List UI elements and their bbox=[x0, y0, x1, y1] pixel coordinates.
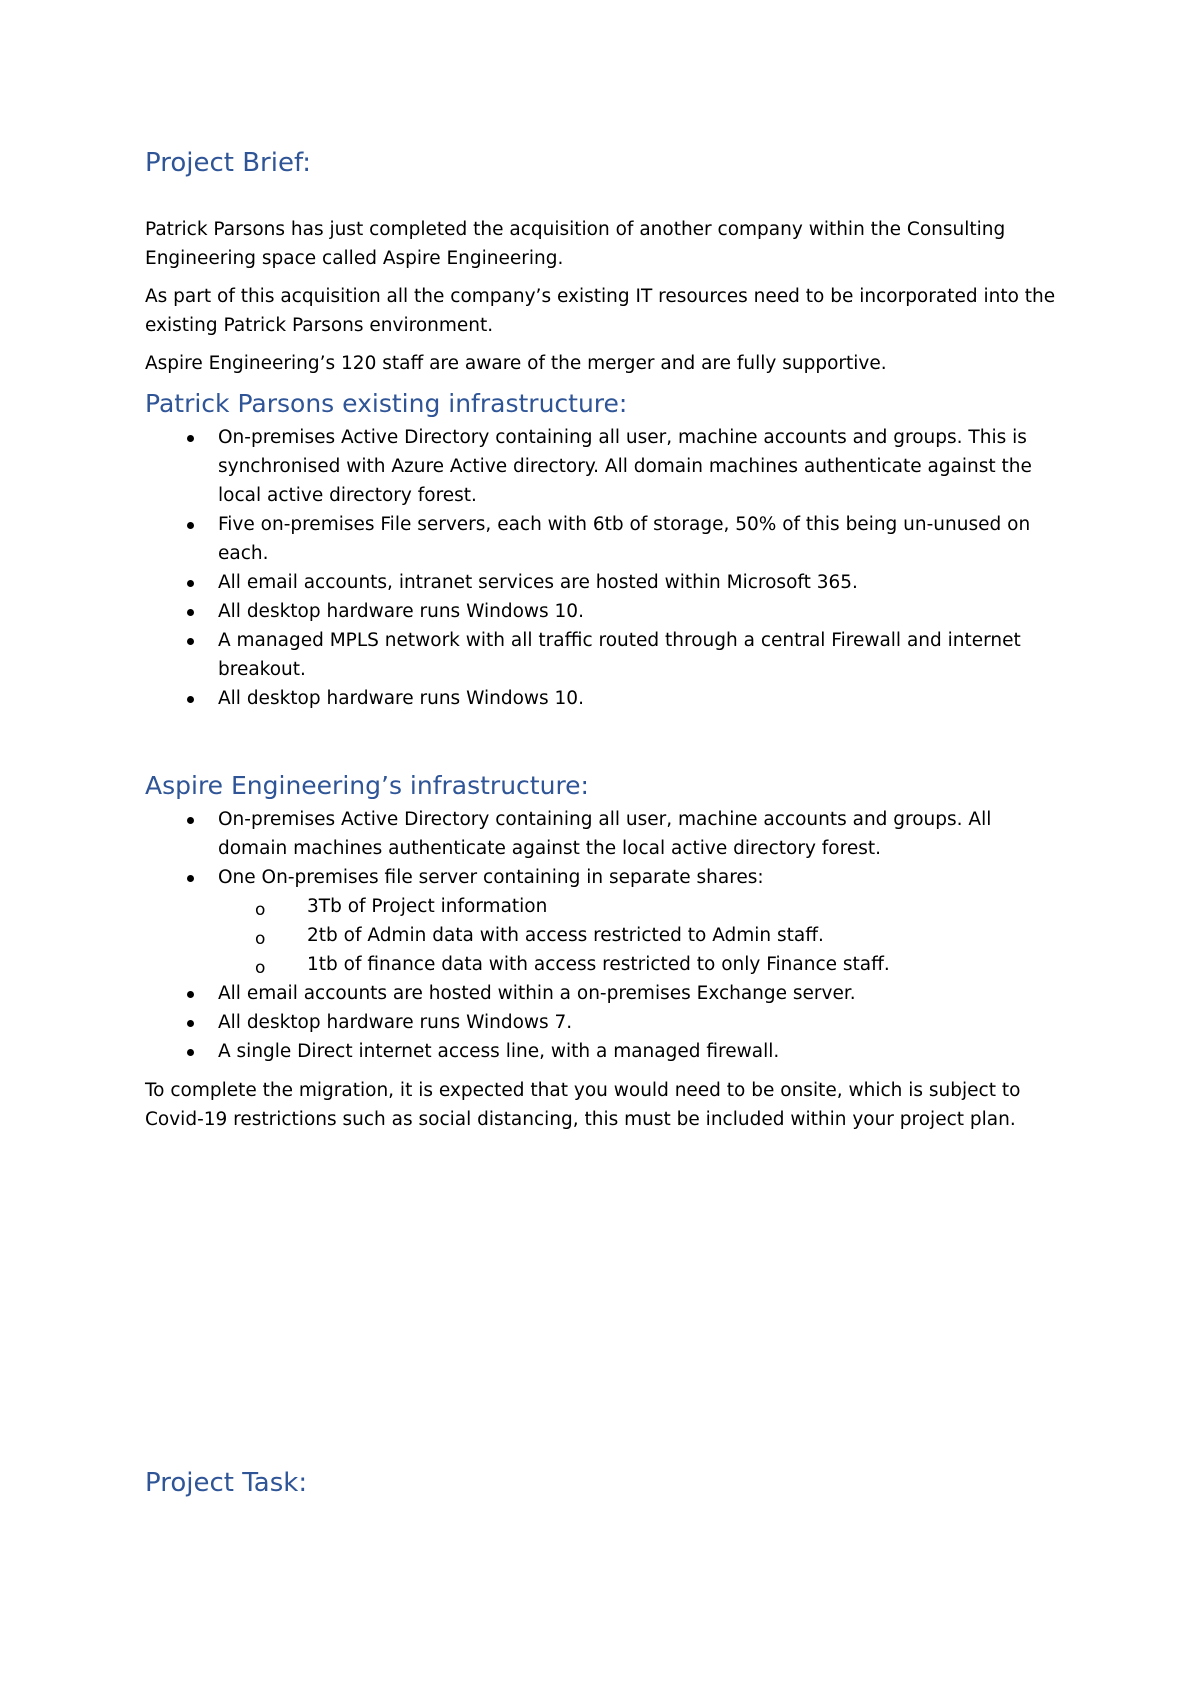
sublist-item-text: 2tb of Admin data with access restricted to Admin staff. bbox=[307, 925, 824, 946]
list-item bbox=[145, 568, 1065, 597]
circle-bullet-icon: o bbox=[255, 900, 266, 920]
list-item bbox=[145, 1037, 1065, 1066]
list-item-text: On-premises Active Directory containing all user, machine accounts and groups. All domain machines authenticate against the local active directory forest. bbox=[218, 809, 992, 859]
list-item-text: All desktop hardware runs Windows 10. bbox=[218, 601, 584, 622]
document-body bbox=[145, 145, 1065, 1501]
list-item-text: All email accounts, intranet services are hosted within Microsoft 365. bbox=[218, 572, 858, 593]
intro-paragraph-2: As part of this acquisition all the company’s existing IT resources need to be incorporated into the existing Patrick Parsons environment. bbox=[145, 286, 1056, 336]
circle-bullet-icon: o bbox=[255, 958, 266, 978]
list-item-text: All email accounts are hosted within a on-premises Exchange server. bbox=[218, 983, 856, 1004]
file-share-sublist bbox=[218, 892, 1065, 979]
spacer bbox=[145, 1066, 1065, 1076]
bullet-icon bbox=[187, 609, 194, 616]
list-item-text: A managed MPLS network with all traffic routed through a central Firewall and internet breakout. bbox=[218, 630, 1021, 680]
list-item-text: On-premises Active Directory containing all user, machine accounts and groups. This is synchronised with Azure Active directory. All domain machines authenticate against the local active directory forest. bbox=[218, 427, 1032, 506]
spacer bbox=[145, 713, 1065, 769]
list-item bbox=[145, 684, 1065, 713]
closing-paragraph: To complete the migration, it is expected that you would need to be onsite, which is subject to Covid-19 restrictions such as social distancing, this must be included within your project plan. bbox=[145, 1080, 1021, 1130]
sublist-item bbox=[145, 921, 1065, 950]
intro-paragraph-1: Patrick Parsons has just completed the acquisition of another company within the Consulting Engineering space called Aspire Engineering. bbox=[145, 219, 1006, 269]
list-item bbox=[145, 1008, 1065, 1037]
bullet-icon bbox=[187, 638, 194, 645]
list-item-text: A single Direct internet access line, with a managed firewall. bbox=[218, 1041, 780, 1062]
list-item bbox=[145, 597, 1065, 626]
sublist-item-text: 1tb of finance data with access restricted to only Finance staff. bbox=[307, 954, 890, 975]
bullet-icon bbox=[187, 435, 194, 442]
pp-infrastructure-list bbox=[145, 423, 1065, 713]
ae-infrastructure-heading: Aspire Engineering’s infrastructure: bbox=[145, 771, 589, 800]
list-item bbox=[145, 979, 1065, 1008]
sublist-item-text: 3Tb of Project information bbox=[307, 896, 548, 917]
list-item bbox=[145, 510, 1065, 568]
list-item-text: Five on-premises File servers, each with 6tb of storage, 50% of this being un-unused on each. bbox=[218, 514, 1031, 564]
project-brief-heading: Project Brief: bbox=[145, 148, 311, 178]
circle-bullet-icon: o bbox=[255, 929, 266, 949]
ae-infrastructure-list bbox=[145, 805, 1065, 1066]
bullet-icon bbox=[187, 875, 194, 882]
list-item-text: All desktop hardware runs Windows 10. bbox=[218, 688, 584, 709]
bullet-icon bbox=[187, 696, 194, 703]
bullet-icon bbox=[187, 817, 194, 824]
list-item-text: One On-premises file server containing in separate shares: bbox=[218, 867, 764, 888]
spacer bbox=[145, 1143, 1065, 1465]
bullet-icon bbox=[187, 991, 194, 998]
intro-paragraph-3: Aspire Engineering’s 120 staff are aware of the merger and are fully supportive. bbox=[145, 353, 887, 374]
bullet-icon bbox=[187, 522, 194, 529]
bullet-icon bbox=[187, 1020, 194, 1027]
list-item-text: All desktop hardware runs Windows 7. bbox=[218, 1012, 573, 1033]
bullet-icon bbox=[187, 580, 194, 587]
list-item bbox=[145, 805, 1065, 863]
sublist-item bbox=[145, 892, 1065, 921]
project-task-heading: Project Task: bbox=[145, 1468, 308, 1498]
pp-infrastructure-heading: Patrick Parsons existing infrastructure: bbox=[145, 389, 628, 418]
list-item bbox=[145, 423, 1065, 510]
spacer bbox=[145, 181, 1065, 215]
list-item bbox=[145, 626, 1065, 684]
bullet-icon bbox=[187, 1049, 194, 1056]
sublist-item bbox=[145, 950, 1065, 979]
list-item bbox=[145, 863, 1065, 979]
